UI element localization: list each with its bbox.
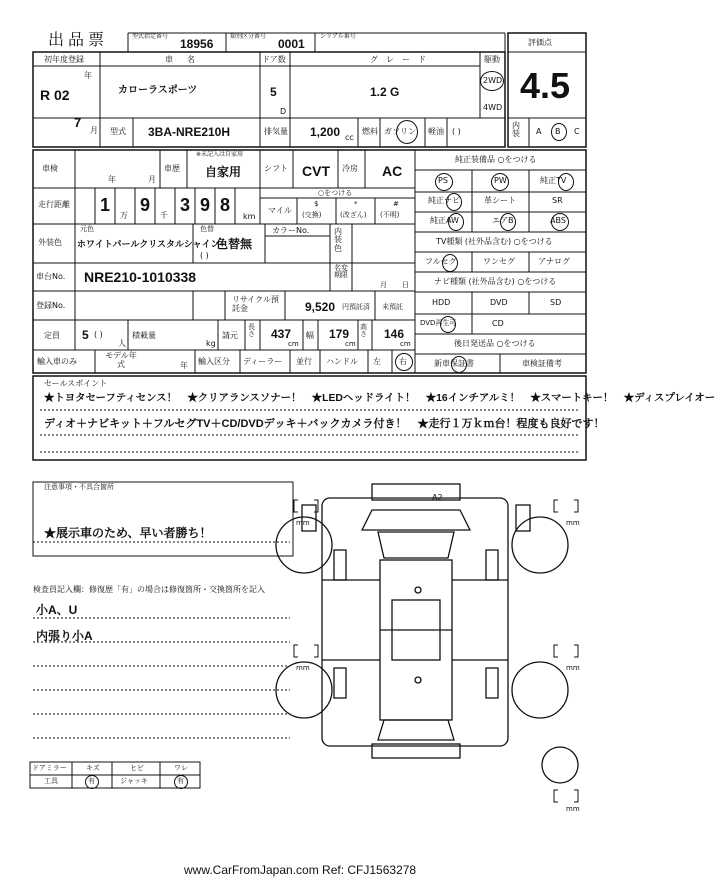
- mm-label-3: mm: [296, 664, 310, 672]
- footer-ref: www.CarFromJapan.com Ref: CFJ1563278: [184, 863, 417, 877]
- ac-value: AC: [382, 163, 403, 179]
- equip-abs: ABS: [550, 216, 566, 225]
- mm-label-2: mm: [566, 519, 580, 527]
- mileage-unknown-sym: #: [393, 200, 399, 208]
- fuel-circle: [396, 120, 418, 144]
- legend-crack: ヒビ: [130, 764, 144, 772]
- legend-tools: 工具: [44, 777, 58, 785]
- equip-aw: 純正AW: [430, 216, 459, 225]
- import-dealer: ディーラー: [243, 357, 283, 366]
- inspect-month: 月: [148, 175, 156, 184]
- car-name-label: 車名: [165, 55, 209, 64]
- disp-unit: cc: [345, 133, 354, 142]
- equip-airbag-circle: [500, 213, 516, 231]
- door-value: 5: [270, 85, 277, 99]
- recycle-value: 9,520: [305, 300, 336, 314]
- history-label: 車歴: [164, 164, 180, 173]
- mileage-digit-2: 9: [140, 195, 151, 215]
- mileage-mile: マイル: [268, 206, 292, 215]
- legend-break: ワレ: [174, 764, 188, 772]
- notes-label: 注意事項・不具合箇所: [44, 483, 114, 491]
- mileage-tamper-sym: *: [354, 200, 358, 208]
- mileage-unit: km: [243, 212, 256, 221]
- equip-header: 純正装備品 ○をつける: [455, 155, 537, 164]
- tv-oneseg: ワンセグ: [483, 257, 515, 266]
- equip-navi: 純正ナビ: [428, 196, 460, 205]
- import-category-label: 輸入区分: [198, 357, 230, 366]
- mileage-exchange: (交換): [302, 211, 322, 219]
- equip-abs-circle: [551, 213, 569, 231]
- equip-tv-circle: [558, 173, 574, 191]
- handle-right: 右: [399, 357, 407, 366]
- drive-4wd: 4WD: [483, 103, 503, 112]
- length-label: 長さ: [248, 323, 255, 339]
- mileage-circle-note: ○をつける: [318, 189, 353, 197]
- interior-label: 内装: [512, 121, 520, 138]
- navi-sd: SD: [550, 298, 562, 307]
- era-year-label: 年: [84, 71, 92, 80]
- ac-label: 冷房: [342, 164, 358, 173]
- recycle-unit: 円預託済: [342, 303, 370, 311]
- interior-a: A: [536, 127, 542, 136]
- width-value: 179: [329, 327, 350, 341]
- sales-line-2: ディオ＋ナビキット＋フルセグTV＋CD/DVDデッキ＋バックカメラ付き！ ★走行１万ｋｍ台！程度も良好です！: [44, 418, 605, 430]
- color-label: 外装色: [38, 238, 62, 247]
- tv-fullseg-circle: [442, 254, 458, 272]
- diesel-label: 軽油: [428, 127, 444, 136]
- load-label: 積載量: [132, 331, 156, 340]
- legend-jack-value: 有: [177, 777, 184, 785]
- orig-color-label: 元色: [80, 225, 94, 233]
- width-unit: cm: [345, 340, 356, 348]
- car-diagram: [276, 484, 578, 783]
- sales-line-1: ★トヨタセーフティセンス！ ★クリアランスソナー！ ★LEDヘッドライト！ ★16インチアルミ！ ★スマートキー！ ★ディスプレイオー: [44, 393, 715, 404]
- mileage-exchange-sym: $: [314, 200, 319, 208]
- drive-2wd-circle: [480, 71, 504, 91]
- equip-tv: 純正TV: [540, 176, 567, 185]
- name-change-label: 名変期限: [334, 264, 348, 280]
- equip-airbag: エアB: [492, 216, 514, 225]
- mm-label-1: mm: [296, 519, 310, 527]
- capacity-paren: ( ): [94, 330, 103, 339]
- mm-label-5: mm: [566, 805, 580, 813]
- tv-header: TV種類 (社外品含む) ○をつける: [436, 237, 553, 246]
- docs-warranty: 新車保証書: [434, 359, 474, 368]
- model-cert-label: 型式指定番号: [132, 33, 169, 40]
- model-cert-value: 18956: [180, 37, 214, 51]
- mileage-unit-man: 万: [120, 211, 128, 220]
- history-value: 自家用: [205, 165, 242, 179]
- door-label: ドア数: [262, 55, 286, 64]
- docs-warranty-circle: [451, 356, 467, 373]
- equip-ps: PS: [438, 176, 448, 185]
- interior-c: C: [574, 127, 580, 136]
- color-change-value: 色替無: [216, 237, 253, 251]
- orig-color-value: ホワイトパールクリスタルシャイン+: [77, 239, 225, 249]
- chassis-label: 車台No.: [36, 272, 66, 281]
- model-year-unit: 年: [180, 361, 188, 370]
- load-unit: kg: [206, 339, 216, 348]
- diagram-brackets: [294, 500, 578, 802]
- navi-dvd-play: DVD再生可: [420, 319, 457, 327]
- docs-header: 後日発送品 ○をつける: [454, 339, 536, 348]
- inspector-line-2: 内張り小A: [36, 629, 93, 643]
- first-reg-label: 初年度登録: [44, 55, 84, 64]
- disp-value: 1,200: [310, 125, 341, 139]
- legend-door-mirror: ドアミラー: [32, 764, 67, 772]
- model-year-label: モデル年式: [105, 351, 137, 369]
- fuel-value: ガソリン: [384, 127, 416, 136]
- recycle-unpaid: 未預託: [382, 303, 403, 311]
- mileage-tamper: (改ざん): [340, 211, 367, 219]
- inspector-label: 検査員記入欄：修復歴「有」の場合は修復箇所・交換箇所を記入: [33, 585, 265, 594]
- mileage-digit-1: 1: [100, 195, 111, 215]
- equip-pw-circle: [491, 173, 509, 191]
- class-label: 類別区分番号: [230, 33, 267, 40]
- import-label: 輸入車のみ: [37, 357, 77, 366]
- height-unit: cm: [400, 340, 411, 348]
- diagram-mark-a2: A2: [432, 493, 443, 502]
- name-change-month: 月: [380, 281, 387, 289]
- mileage-digit-4: 9: [200, 195, 211, 215]
- mm-label-4: mm: [566, 664, 580, 672]
- door-suffix: D: [280, 107, 287, 116]
- navi-cd: CD: [492, 319, 504, 328]
- reg-label: 登録No.: [36, 301, 66, 310]
- legend-tools-value: 有: [88, 777, 95, 785]
- grade-label: グレード: [370, 55, 434, 64]
- color-change-label: 色替: [200, 225, 214, 233]
- height-label: 高さ: [360, 323, 367, 339]
- inspect-label: 車検: [42, 164, 58, 173]
- docs-inspection: 車検証備考: [522, 359, 562, 368]
- capacity-label: 定員: [44, 331, 60, 340]
- score-label: 評価点: [528, 38, 552, 47]
- tv-fullseg: フルセグ: [425, 257, 457, 266]
- mileage-label: 走行距離: [38, 200, 70, 209]
- equip-navi-circle: [446, 193, 462, 211]
- legend-jack-circle: [174, 775, 188, 789]
- navi-hdd: HDD: [432, 298, 451, 307]
- handle-left: 左: [373, 357, 381, 366]
- price-label: 請元: [222, 331, 238, 340]
- navi-dvd-play-circle: [440, 316, 456, 333]
- score-value: 4.5: [520, 65, 571, 106]
- type-value: 3BA-NRE210H: [148, 125, 231, 139]
- mileage-unknown: (不明): [380, 211, 400, 219]
- color-change-paren: ( ): [200, 251, 209, 260]
- drive-label: 駆動: [484, 55, 500, 64]
- sales-label: セールスポイント: [44, 379, 108, 388]
- handle-label: ハンドル: [326, 357, 358, 366]
- color-no-label: カラーNo.: [272, 226, 310, 235]
- capacity-value: 5: [82, 328, 89, 342]
- length-value: 437: [271, 327, 292, 341]
- recycle-label: リサイクル預託金: [232, 295, 279, 313]
- legend-tools-circle: [85, 775, 99, 789]
- handle-right-circle: [395, 353, 413, 371]
- serial-label: シリアル番号: [320, 33, 356, 40]
- class-value: 0001: [278, 37, 305, 51]
- interior-b: B: [555, 127, 561, 136]
- form-title: 出品票: [48, 30, 109, 49]
- navi-dvd: DVD: [490, 298, 508, 307]
- import-parallel: 並行: [296, 357, 312, 366]
- equip-pw: PW: [494, 176, 507, 185]
- history-note: ※未記入は自家用: [196, 151, 244, 158]
- interior-color-label: 内装色: [334, 227, 342, 253]
- legend-jack: ジャッキ: [120, 777, 148, 785]
- disp-label: 排気量: [264, 127, 288, 136]
- fuel-label: 燃料: [362, 127, 378, 136]
- length-unit: cm: [288, 340, 299, 348]
- month-label: 月: [90, 126, 98, 135]
- notes-line-1: ★展示車のため、早い者勝ち！: [44, 526, 212, 540]
- grade-value: 1.2 G: [370, 85, 400, 99]
- equip-aw-circle: [448, 213, 464, 231]
- inspector-line-1: 小A、U: [36, 603, 78, 617]
- equip-ps-circle: [435, 173, 453, 191]
- era-value: R 02: [40, 87, 70, 103]
- car-name-value: カローラスポーツ: [118, 85, 198, 96]
- mileage-unit-sen: 千: [160, 211, 168, 220]
- height-value: 146: [384, 327, 405, 341]
- name-change-day: 日: [402, 281, 409, 289]
- chassis-value: NRE210-1010338: [84, 269, 197, 285]
- month-value: 7: [74, 115, 82, 130]
- shift-label: シフト: [264, 164, 288, 173]
- tv-analog: アナログ: [538, 257, 570, 266]
- mileage-digit-5: 8: [220, 195, 231, 215]
- mileage-digit-3: 3: [180, 195, 191, 215]
- inspect-year: 年: [108, 175, 116, 184]
- navi-header: ナビ種類 (社外品含む) ○をつける: [434, 277, 557, 286]
- interior-b-circle: [551, 123, 567, 141]
- drive-2wd: 2WD: [483, 76, 503, 85]
- shift-value: CVT: [302, 163, 330, 179]
- type-label: 型式: [110, 127, 126, 136]
- legend-scratch: キズ: [86, 764, 100, 772]
- equip-sr: SR: [552, 196, 563, 205]
- equip-leather: 革シート: [484, 196, 516, 205]
- width-label: 幅: [306, 331, 314, 340]
- fuel-paren: ( ): [452, 127, 461, 136]
- capacity-unit: 人: [118, 339, 126, 348]
